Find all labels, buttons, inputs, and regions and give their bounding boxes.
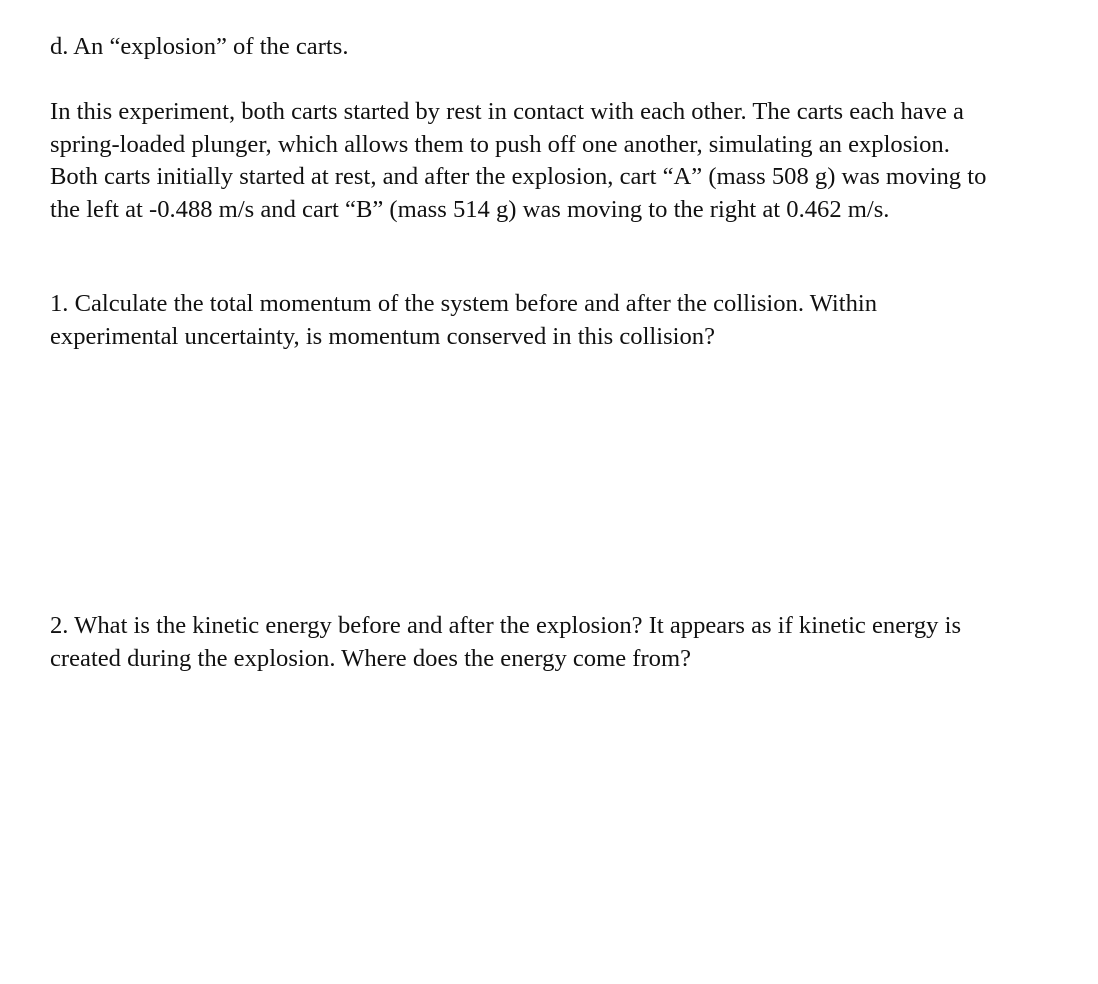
section-heading: d. An “explosion” of the carts. bbox=[50, 33, 349, 60]
question-2: 2. What is the kinetic energy before and after the explosion? It appears as if kinetic energy is created during the explosion. Where does the energy come from? bbox=[50, 612, 962, 672]
intro-paragraph: In this experiment, both carts started by rest in contact with each other. The carts each have a spring-loaded plunger, which allows them to push off one another, simulating an explosion. Both carts initially started at rest, and after the explosion, cart “A” (mass 508 g) was moving to the left at -0.488 m/s and cart “B” (mass 514 g) was moving to the right at 0.462 m/s. bbox=[50, 98, 987, 223]
question-1: 1. Calculate the total momentum of the system before and after the collision. Within experimental uncertainty, is momentum conserved in this collision? bbox=[50, 290, 878, 350]
